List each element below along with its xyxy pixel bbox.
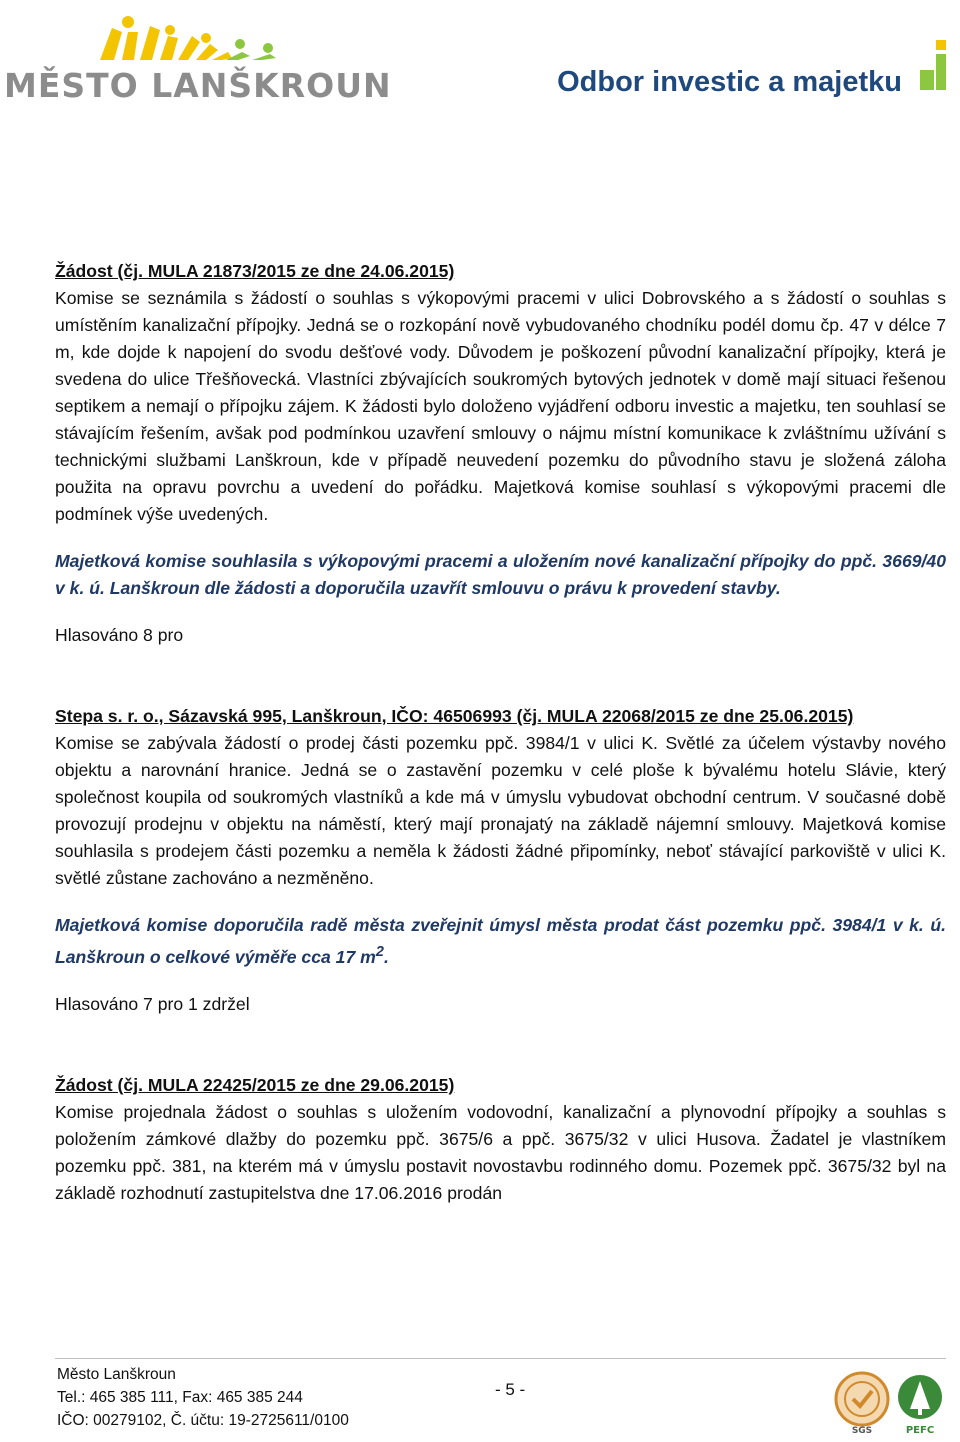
footer-phone: Tel.: 465 385 111, Fax: 465 385 244 [57, 1389, 303, 1406]
section-3-body: Komise projednala žádost o souhlas s uložením vodovodní, kanalizační a plynovodní přípojky a souhlas s položením zámkové dlažby do pozemku ppč. 3675/6 a ppč. 3675/32 v ulici Husova. Žadatel je vlastníkem pozemku ppč. 381, na kterém má v úmyslu postavit novostavbu rodinného domu. Pozemek ppč. 3675/32 byl na základě rozhodnutí zastupitelstva dne 17.06.2016 prodán [55, 1101, 946, 1203]
section-2-vote: Hlasováno 7 pro 1 zdržel [55, 993, 250, 1014]
section-3-heading: Žádost (čj. MULA 22425/2015 ze dne 29.06.2015) [55, 1074, 455, 1095]
page-footer [0, 1355, 960, 1442]
section-2-decision-sup: 2 [375, 944, 384, 960]
page-header [0, 0, 960, 110]
page-number: - 5 - [495, 1380, 526, 1399]
section-1-decision: Majetková komise souhlasila s výkopovými pracemi a uložením nové kanalizační přípojky do ppč. 3669/40 v k. ú. Lanškroun dle žádosti a doporučila uzavřít smlouvu o právu k provedení stavby. [55, 551, 946, 598]
footer-org: Město Lanškroun [57, 1366, 176, 1383]
certification-logos-icon [832, 1369, 950, 1437]
section-2-heading: Stepa s. r. o., Sázavská 995, Lanškroun, IČO: 46506993 (čj. MULA 22068/2015 ze dne 25.06.2015) [55, 706, 854, 726]
pefc-badge-text: PEFC [905, 1425, 935, 1436]
section-1-vote: Hlasováno 8 pro [55, 625, 184, 645]
document-body [55, 258, 946, 1207]
section-2-body: Komise se zabývala žádostí o prodej části pozemku ppč. 3984/1 v ulici K. Světlé za účelem výstavby nového objektu a narovnání hranice. Jedná se o zastavění pozemku v celé ploše k bývalému hotelu Slávie, který společnost koupila od soukromých vlastníků a kde má v úmyslu vybudovat obchodní centrum. V současné době provozují prodejnu v objektu na náměstí, který mají pronajatý na základě nájemní smlouvy. Majetková komise souhlasila s prodejem části pozemku a neměla k žádosti žádné připomínky, neboť stávající parkoviště v ulici K. světlé zůstane zachováno a nezměněno. [55, 733, 946, 888]
department-title: Odbor investic a majetku [557, 66, 902, 98]
section-2-decision-end: . [383, 946, 389, 967]
sgs-badge-text: SGS [851, 1426, 873, 1436]
section-1-heading: Žádost (čj. MULA 21873/2015 ze dne 24.06.2015) [55, 261, 455, 281]
city-logo-text: MĚSTO LANŠKROUN [4, 66, 392, 105]
section-1-body: Komise se seznámila s žádostí o souhlas s výkopovými pracemi v ulici Dobrovského a s žádostí o souhlas s umístěním kanalizační přípojky. Jedná se o rozkopání nově vybudovaného chodníku podél domu čp. 47 v délce 7 m, kde dojde k napojení do svodu dešťové vody. Důvodem je poškození původní kanalizační přípojky, která je svedena do ulice Třešňovecká. Vlastníci zbývajících soukromých bytových jednotek v domě mají situaci řešenou septikem a nemají o přípojku zájem. K žádosti bylo doloženo vyjádření odboru investic a majetku, ten souhlasí se stávajícím řešením, avšak pod podmínkou uzavření smlouvy o nájmu místní komunikace k zvláštnímu užívání s technickými službami Lanškroun, kde v případě neuvedení pozemku do původního stavu je složená záloha použita na opravu povrchu a uvedení do pořádku. Majetková komise souhlasí s výkopovými pracemi dle podmínek výše uvedených. [55, 288, 946, 524]
footer-divider [55, 1358, 946, 1359]
section-2-decision-text: Majetková komise doporučila radě města zveřejnit úmysl města prodat část pozemku ppč. 3984/1 v k. ú. Lanškroun o celkové výměře cca 17 m [55, 915, 946, 967]
footer-contact [57, 1363, 349, 1432]
section-2-decision [55, 912, 946, 971]
city-logo [0, 8, 392, 108]
footer-ico: IČO: 00279102, Č. účtu: 19-2725611/0100 [57, 1412, 349, 1429]
corner-logo-icon [916, 40, 948, 90]
